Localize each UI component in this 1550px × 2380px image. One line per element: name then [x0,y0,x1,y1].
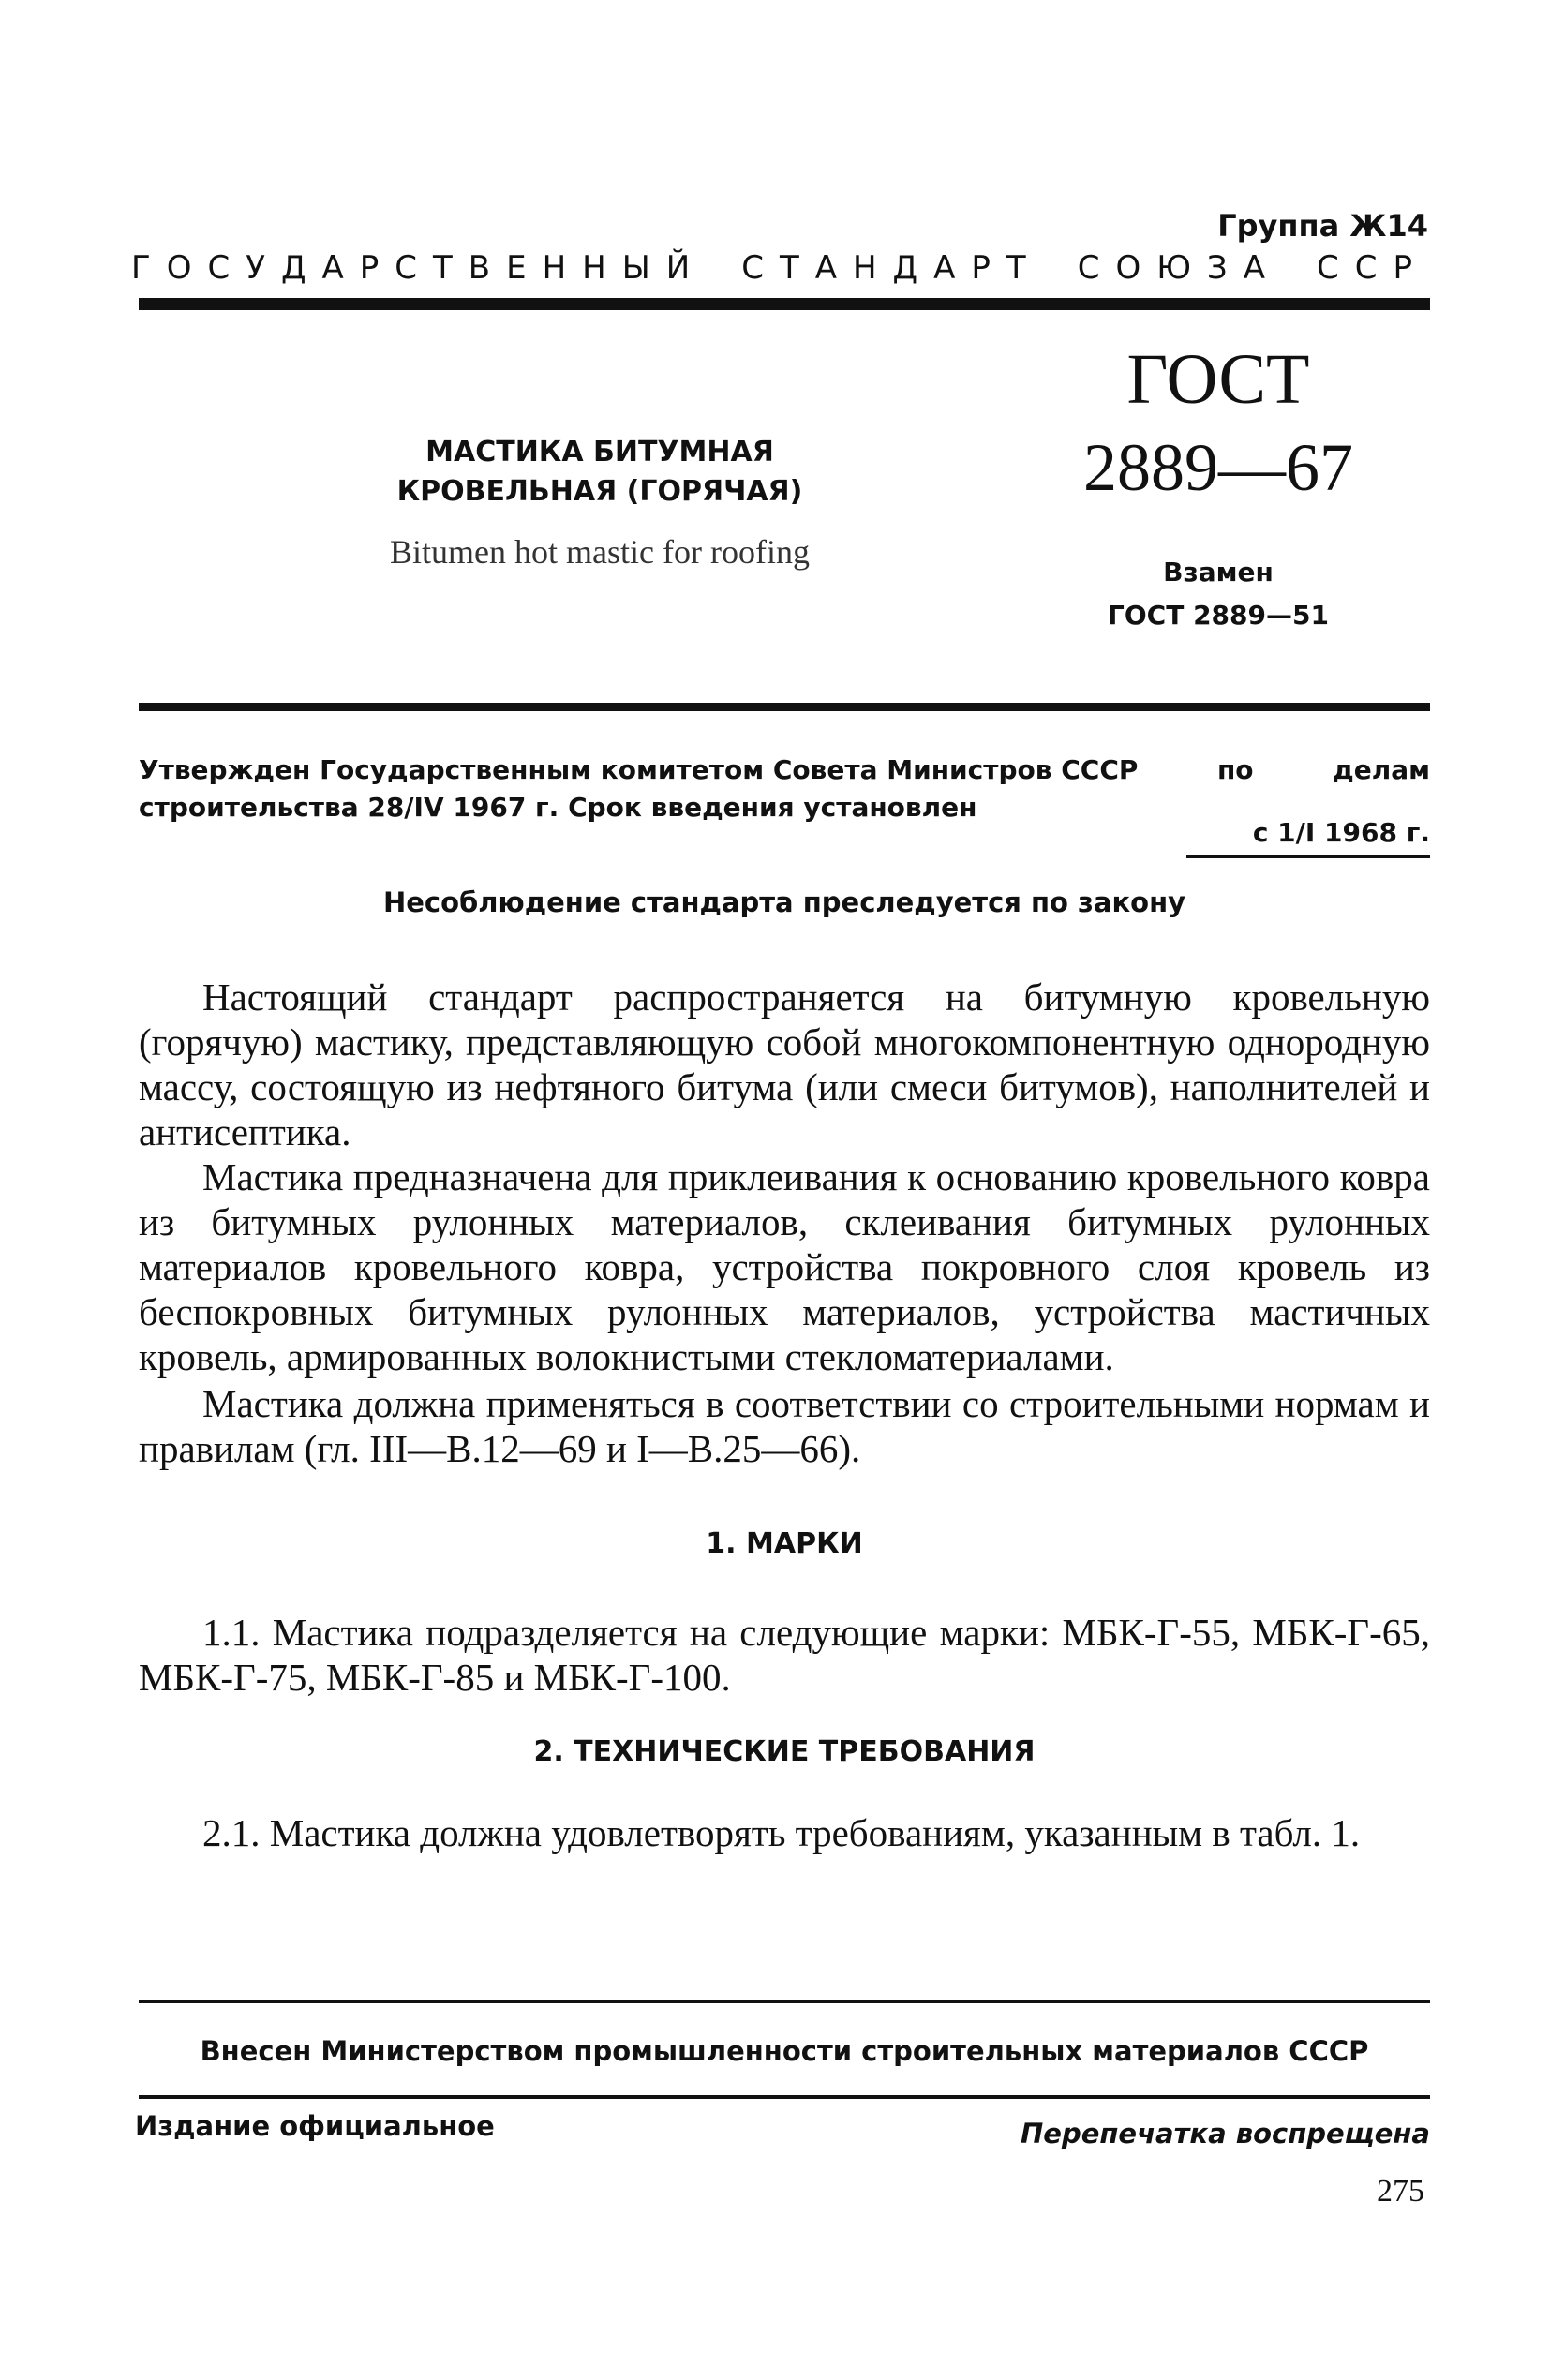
legal-warning: Несоблюдение стандарта преследуется по закону [382,886,1186,918]
paragraph: 1.1. Мастика подразделяется на следующие марки: МБК-Г-55, МБК-Г-65, МБК-Г-75, МБК-Г-85 и МБК-Г-100. [139,1611,1430,1699]
replaces-value: ГОСТ 2889—51 [1108,600,1329,631]
header-word: ССР [1317,249,1428,287]
document-title-english: Bitumen hot mastic for roofing [390,533,810,571]
approval-line: строительства 28/IV 1967 г. Срок введения установлен [139,792,977,823]
standard-header [131,245,1428,290]
title-rule [139,703,1430,711]
approval-part: Утвержден Государственным комитетом Совета Министров СССР [139,754,1139,785]
reprint-note: Перепечатка воспрещена [1021,2118,1430,2149]
replaces-block [1078,551,1359,637]
replaces-label: Взамен [1163,557,1274,588]
effective-date: с 1/I 1968 г. [1186,817,1430,858]
document-title [319,433,881,512]
header-word: СОЮЗА [1077,249,1281,287]
paragraph: 2.1. Мастика должна удовлетворять требованиям, указанным в табл. 1. [202,1811,1361,1854]
section-heading: 1. МАРКИ [706,1527,863,1560]
header-word: СТАНДАРТ [741,249,1042,287]
approval-part: по [1216,754,1254,785]
footer-rule [139,2095,1430,2099]
paragraph: Настоящий стандарт распространяется на битумную кровельную (горячую) мастику, представляющую собой многокомпонентную однородную массу, состоящую из нефтяного битума (или смеси битумов), наполнителей и антисептика. [139,975,1430,1153]
gost-label: ГОСТ [1126,340,1310,419]
title-line: МАСТИКА БИТУМНАЯ [425,436,774,469]
header-word: ГОСУДАРСТВЕННЫЙ [131,249,707,287]
gost-number: 2889—67 [1083,430,1353,505]
paragraph: Мастика должна применяться в соответствии со строительными нормам и правилам (гл. III—В.12—69 и I—В.25—66). [139,1382,1430,1470]
approval-part: делам [1333,754,1430,785]
header-rule [139,298,1430,310]
page-number: 275 [1377,2174,1424,2209]
paragraph: Мастика предназначена для приклеивания к основанию кровельного ковра из битумных рулонных материалов, склеивания битумных рулонных материалов кровельного ковра, устройства покровного слоя кровель из беспокровных битумных рулонных материалов, устройства мастичных кровель, армированных волокнистыми стекломатериалами. [139,1155,1430,1378]
introduced-by: Внесен Министерством промышленности строительных материалов СССР [200,2035,1369,2067]
section-heading: 2. ТЕХНИЧЕСКИЕ ТРЕБОВАНИЯ [533,1735,1036,1768]
approval-line [139,751,1430,789]
footer-rule [139,2000,1430,2003]
title-line: КРОВЕЛЬНАЯ (ГОРЯЧАЯ) [396,475,803,508]
edition-note: Издание официальное [135,2110,495,2142]
group-code: Группа Ж14 [1217,208,1428,244]
approval-text [139,751,1430,826]
